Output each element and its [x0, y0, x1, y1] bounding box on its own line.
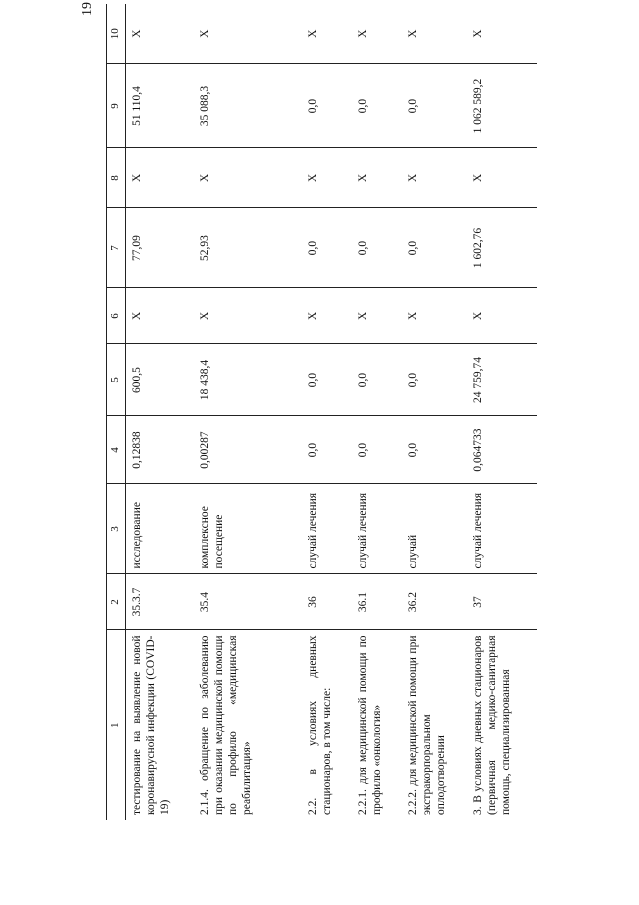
cell-col4: 0,00287 [194, 416, 302, 484]
table-row [352, 4, 402, 820]
rotated-document-page [80, 0, 610, 820]
row-unit: случай [402, 484, 467, 574]
cell-col9: 1 062 589,2 [467, 64, 537, 148]
row-code: 35.4 [194, 574, 302, 630]
table-row [302, 4, 352, 820]
row-unit: случай лечения [352, 484, 402, 574]
row-unit: исследование [126, 484, 195, 574]
col-header-6: 6 [107, 288, 126, 344]
page-number: 19 [80, 2, 95, 16]
cell-col8: X [302, 148, 352, 208]
row-code: 35.3.7 [126, 574, 195, 630]
cell-col4: 0,0 [352, 416, 402, 484]
cell-col5: 18 438,4 [194, 344, 302, 416]
cell-col8: X [467, 148, 537, 208]
cell-col8: X [352, 148, 402, 208]
cell-col10: X [467, 4, 537, 64]
cell-col6: X [302, 288, 352, 344]
col-header-1: 1 [107, 630, 126, 820]
col-header-2: 2 [107, 574, 126, 630]
cell-col7: 0,0 [352, 208, 402, 288]
cell-col9: 35 088,3 [194, 64, 302, 148]
cell-col10: X [194, 4, 302, 64]
cell-col8: X [402, 148, 467, 208]
cell-col6: X [194, 288, 302, 344]
cell-col10: X [302, 4, 352, 64]
header-row [107, 4, 126, 820]
col-header-8: 8 [107, 148, 126, 208]
cell-col7: 0,0 [302, 208, 352, 288]
cell-col8: X [194, 148, 302, 208]
cell-col10: X [402, 4, 467, 64]
cell-col8: X [126, 148, 195, 208]
cell-col9: 0,0 [302, 64, 352, 148]
financing-table [106, 4, 537, 820]
cell-col5: 600,5 [126, 344, 195, 416]
row-unit: комплексное посещение [194, 484, 302, 574]
row-name: 3. В условиях дневных стационаров (первичная медико-санитарная помощь, специализированная [467, 630, 537, 820]
cell-col9: 51 110,4 [126, 64, 195, 148]
row-name: 2.1.4. обращение по заболеванию при оказании медицинской помощи по профилю «медицинская реабилитация» [194, 630, 302, 820]
cell-col4: 0,0 [302, 416, 352, 484]
row-code: 36.2 [402, 574, 467, 630]
cell-col5: 24 759,74 [467, 344, 537, 416]
cell-col6: X [352, 288, 402, 344]
row-unit: случай лечения [467, 484, 537, 574]
row-name: 2.2. в условиях дневных стационаров, в том числе: [302, 630, 352, 820]
row-unit: случай лечения [302, 484, 352, 574]
cell-col4: 0,0 [402, 416, 467, 484]
row-name: 2.2.1. для медицинской помощи по профилю «онкология» [352, 630, 402, 820]
cell-col9: 0,0 [402, 64, 467, 148]
cell-col7: 1 602,76 [467, 208, 537, 288]
row-code: 36 [302, 574, 352, 630]
col-header-4: 4 [107, 416, 126, 484]
cell-col6: X [467, 288, 537, 344]
col-header-3: 3 [107, 484, 126, 574]
cell-col4: 0,064733 [467, 416, 537, 484]
table-row [194, 4, 302, 820]
cell-col10: X [352, 4, 402, 64]
table-row [402, 4, 467, 820]
cell-col7: 52,93 [194, 208, 302, 288]
cell-col5: 0,0 [402, 344, 467, 416]
cell-col7: 77,09 [126, 208, 195, 288]
col-header-10: 10 [107, 4, 126, 64]
row-name: тестирование на выявление новой коронавирусной инфекции (COVID-19) [126, 630, 195, 820]
col-header-5: 5 [107, 344, 126, 416]
col-header-7: 7 [107, 208, 126, 288]
table-row [467, 4, 537, 820]
row-code: 36.1 [352, 574, 402, 630]
row-code: 37 [467, 574, 537, 630]
cell-col10: X [126, 4, 195, 64]
col-header-9: 9 [107, 64, 126, 148]
row-name: 2.2.2. для медицинской помощи при экстракорпоральном оплодотворении [402, 630, 467, 820]
cell-col6: X [402, 288, 467, 344]
table-row [126, 4, 195, 820]
cell-col6: X [126, 288, 195, 344]
cell-col7: 0,0 [402, 208, 467, 288]
cell-col9: 0,0 [352, 64, 402, 148]
cell-col5: 0,0 [352, 344, 402, 416]
cell-col5: 0,0 [302, 344, 352, 416]
cell-col4: 0,12838 [126, 416, 195, 484]
